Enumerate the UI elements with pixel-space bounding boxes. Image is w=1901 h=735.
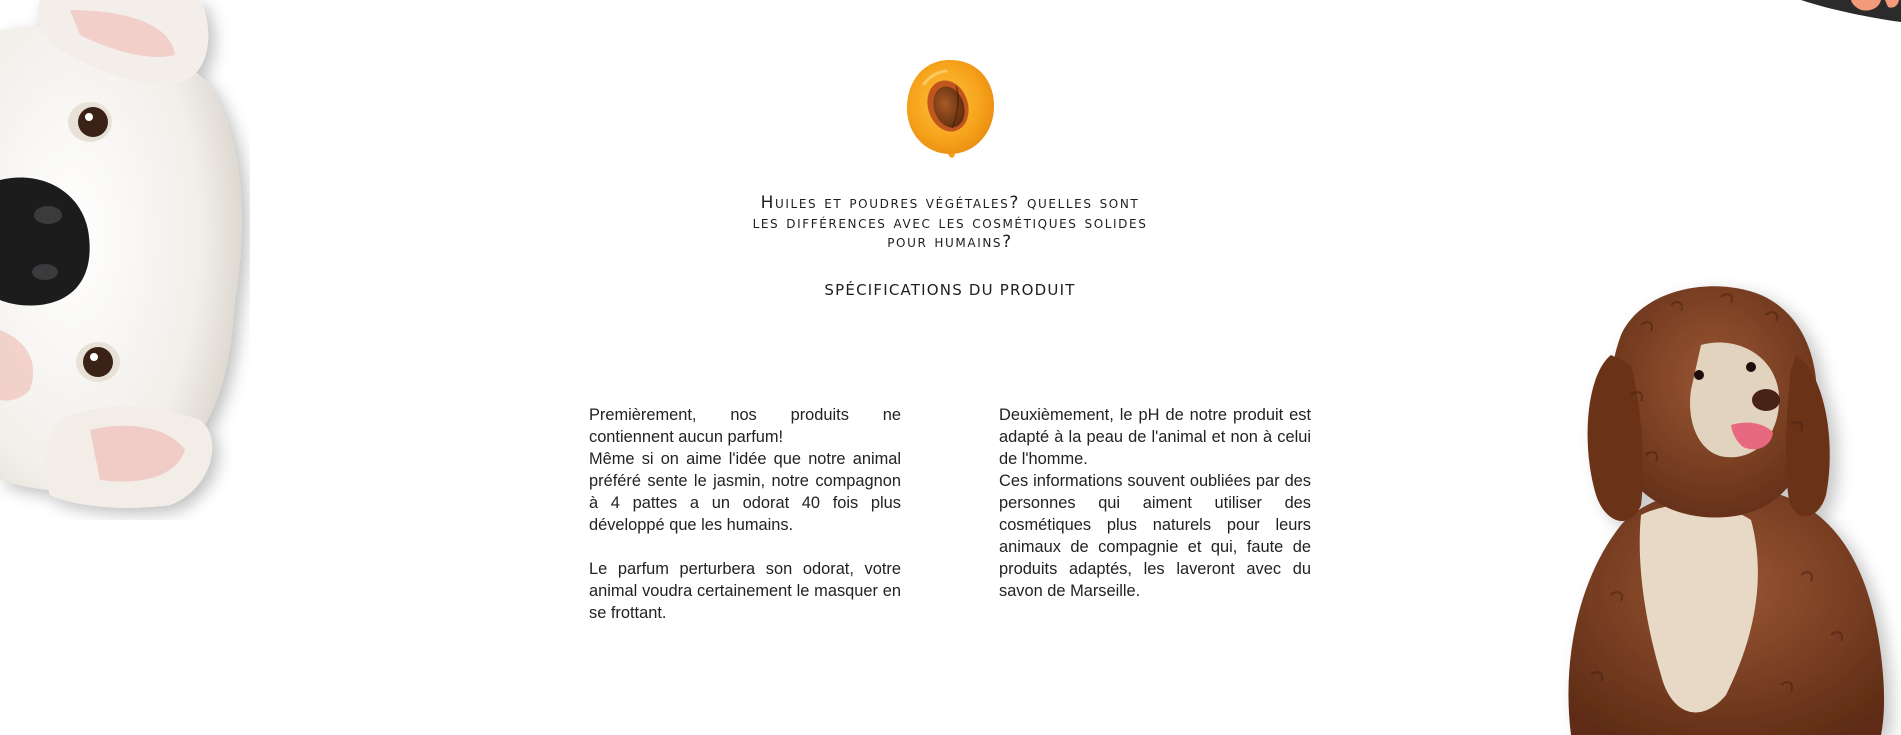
paragraph: Le parfum perturbera son odorat, votre animal voudra certainement le masquer en se frottant. [589,560,901,622]
paragraph: Même si on aime l'idée que notre animal préféré sente le jasmin, notre compagnon à 4 pattes a un odorat 40 fois plus développé que les humains. [589,450,901,534]
paragraph: Ces informations souvent oubliées par des personnes qui aiment utiliser des cosmétiques plus naturels pour leurs animaux de compagnie et qui, faute de produits adaptés, les laveront avec du savon de Marseille. [999,472,1311,600]
apricot-icon [902,56,998,160]
bulldog-image [0,0,250,520]
section-subtitle: SPÉCIFICATIONS DU PRODUIT [824,281,1076,299]
paragraph: Deuxièmement, le pH de notre produit est adapté à la peau de l'animal et non à celui de l'homme. [999,406,1311,468]
title-line-2: les différences avec les cosmétiques solides [752,212,1148,233]
text-column-left [589,404,901,624]
corner-decoration [1781,0,1901,22]
page-title [650,194,1250,253]
text-column-right [999,404,1311,602]
title-line-3: pour humains? [887,232,1013,252]
curly-dog-image [1551,275,1901,735]
title-line-1: Huiles et poudres végétales? quelles sont [760,193,1140,213]
paragraph: Premièrement, nos produits ne contiennent aucun parfum! [589,406,901,446]
